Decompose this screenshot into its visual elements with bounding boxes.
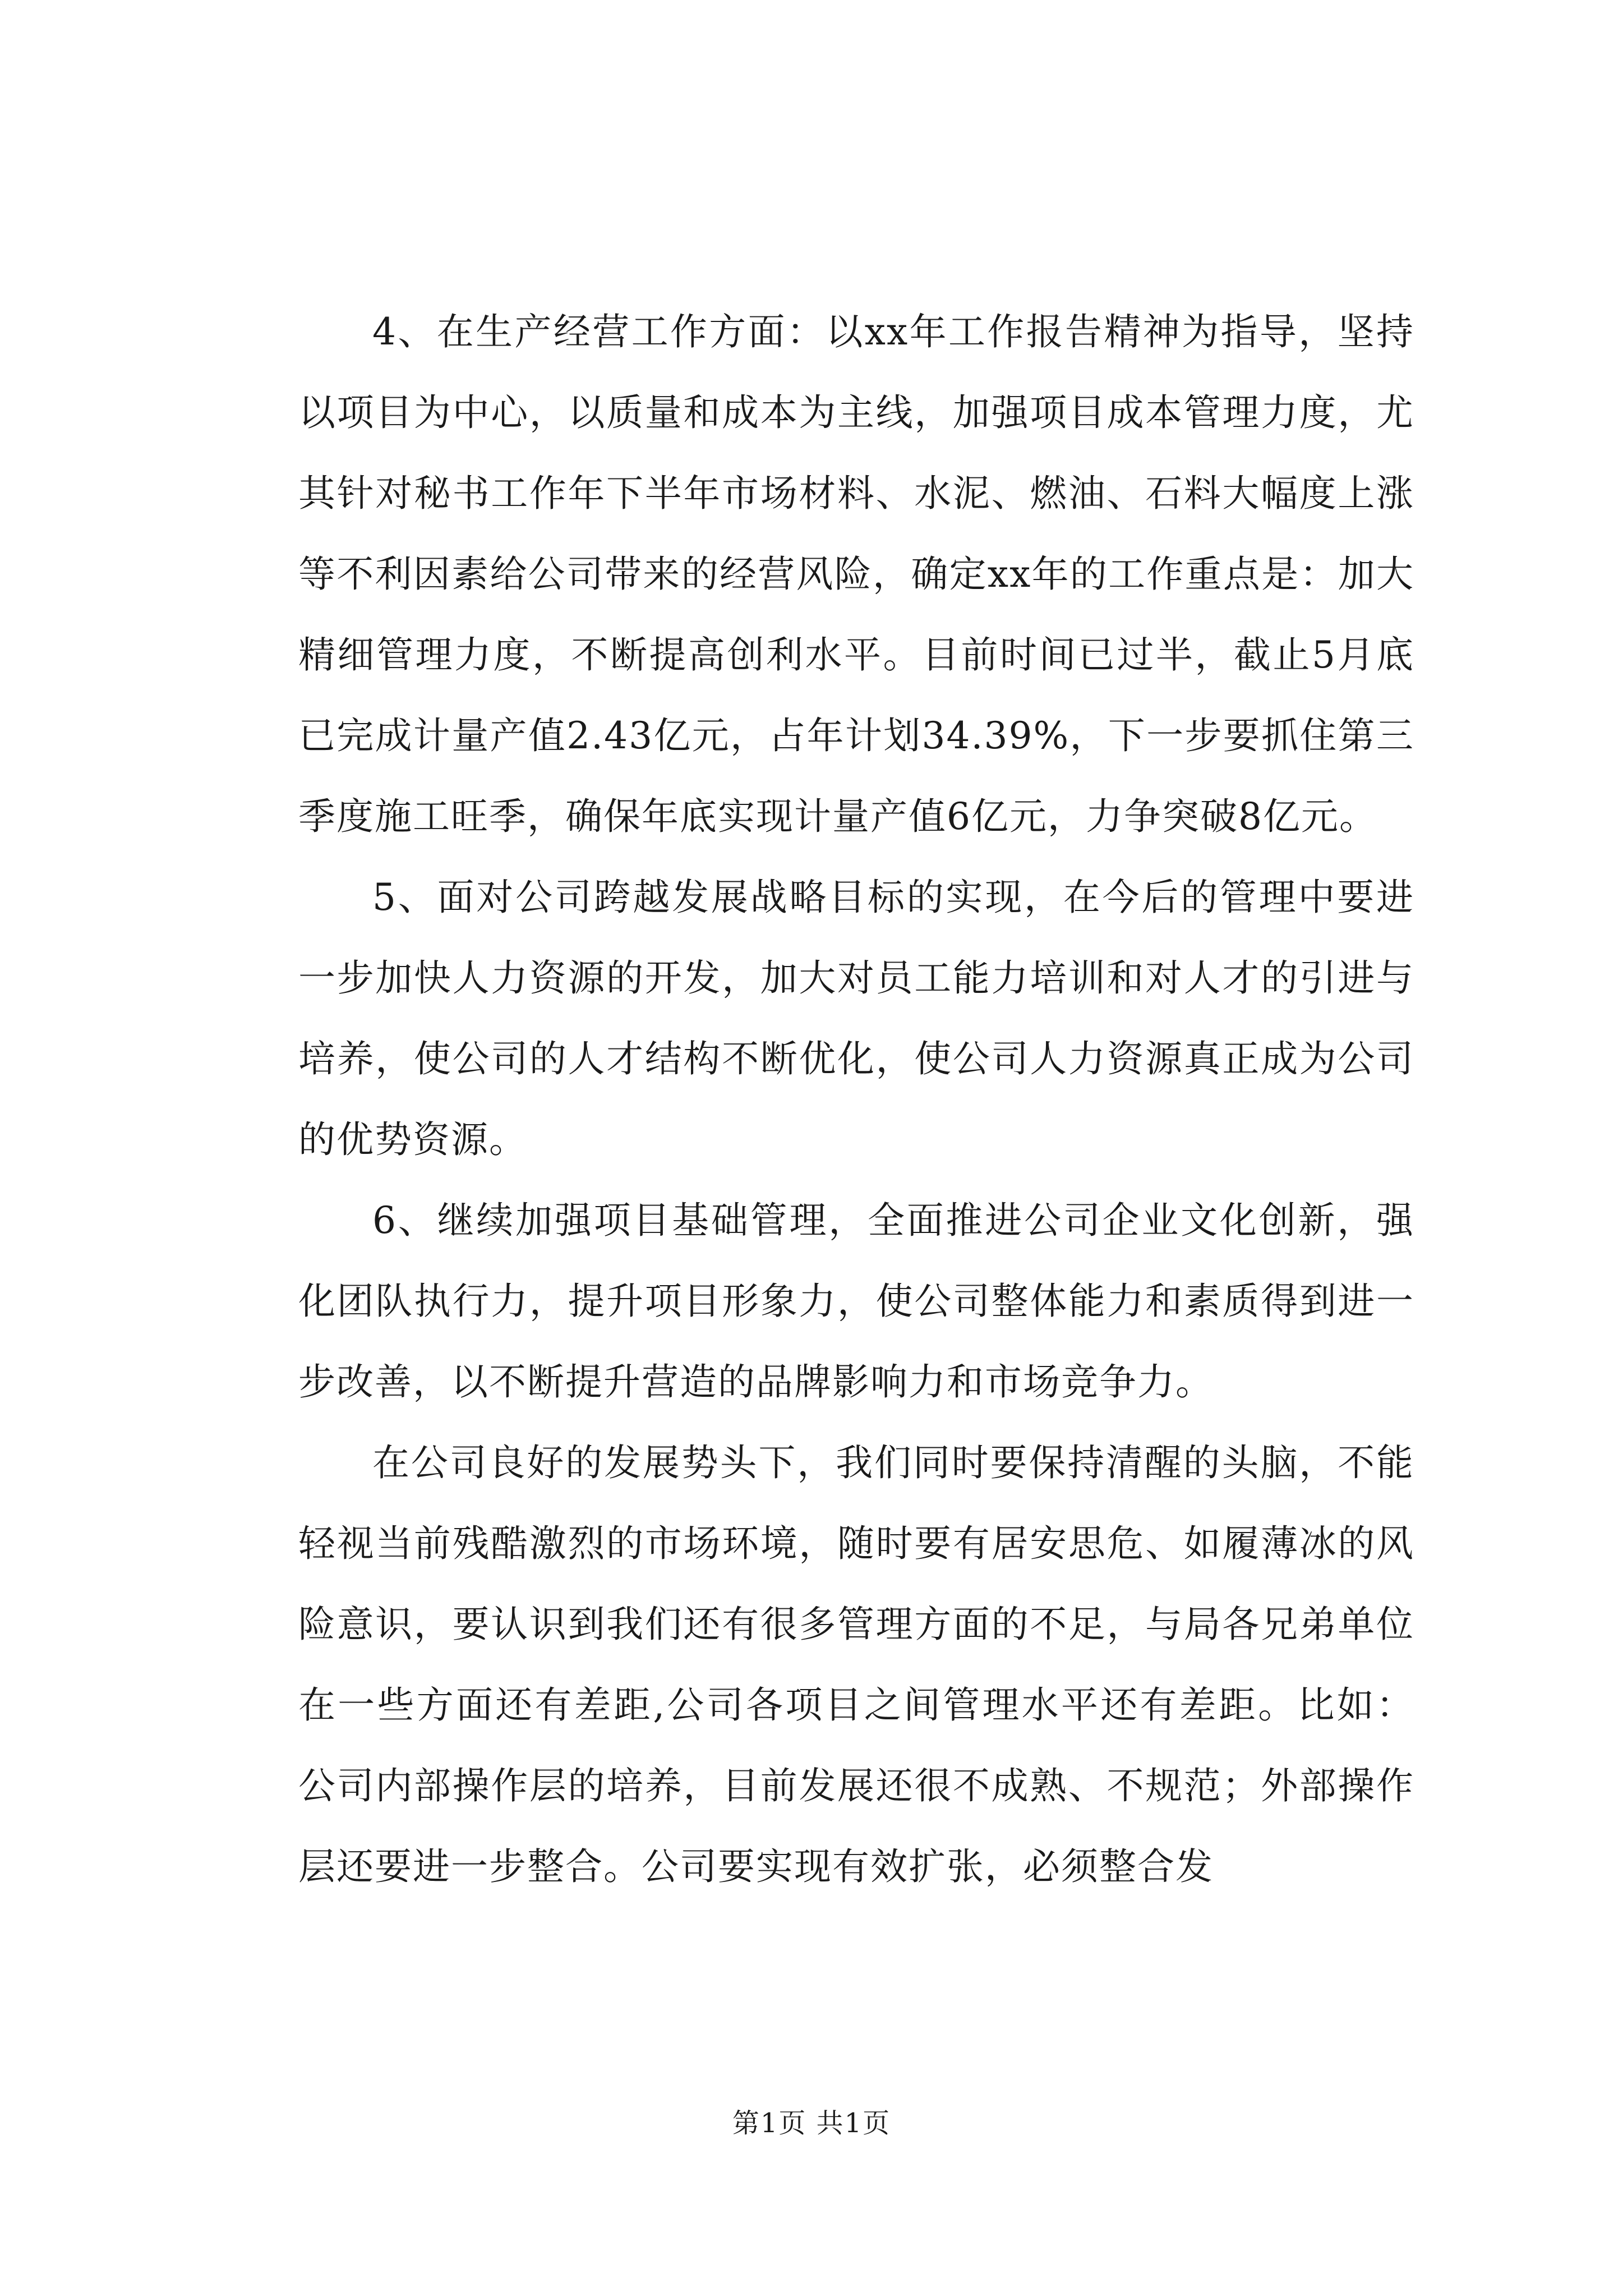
page-number-footer: 第1页 共1页 [732,2108,891,2139]
paragraph-production: 4、在生产经营工作方面：以xx年工作报告精神为指导，坚持以项目为中心，以质量和成本为主线，加强项目成本管理力度，尤其针对秘书工作年下半年市场材料、水泥、燃油、石料大幅度上涨等不利因素给公司带来的经营风险，确定xx年的工作重点是：加大精细管理力度，不断提高创利水平。目前时间已过半，截止5月底已完成计量产值2.43亿元，占年计划34.39%，下一步要抓住第三季度施工旺季，确保年底实现计量产值6亿元，力争突破8亿元。 [298,310,1414,838]
paragraph-project-management: 6、继续加强项目基础管理，全面推进公司企业文化创新，强化团队执行力，提升项目形象力，使公司整体能力和素质得到进一步改善，以不断提升营造的品牌影响力和市场竞争力。 [298,1199,1414,1404]
paragraph-market-awareness: 在公司良好的发展势头下，我们同时要保持清醒的头脑，不能轻视当前残酷激烈的市场环境，随时要有居安思危、如履薄冰的风险意识，要认识到我们还有很多管理方面的不足，与局各兄弟单位在一些方面还有差距,公司各项目之间管理水平还有差距。比如：公司内部操作层的培养，目前发展还很不成熟、不规范；外部操作层还要进一步整合。公司要实现有效扩张，必须整合发 [298,1441,1414,1888]
paragraph-human-resources: 5、面对公司跨越发展战略目标的实现，在今后的管理中要进一步加快人力资源的开发，加大对员工能力培训和对人才的引进与培养，使公司的人才结构不断优化，使公司人力资源真正成为公司的优势资源。 [298,876,1414,1161]
document-body [298,292,1414,1907]
